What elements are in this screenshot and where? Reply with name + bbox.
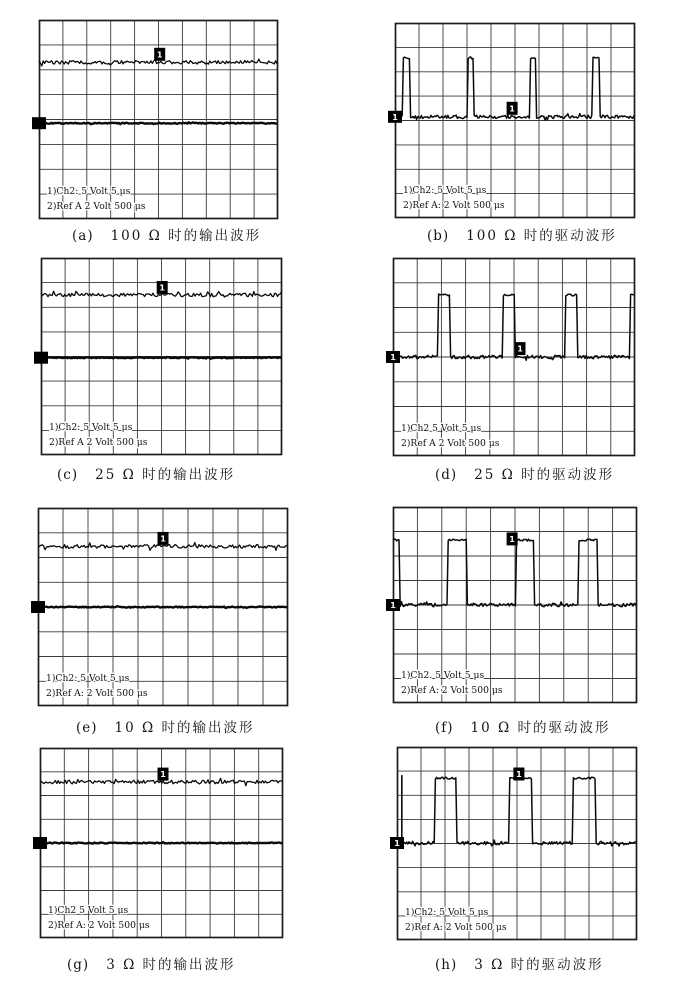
scope-settings-line2: 2)Ref A: 2 Volt 500 μs xyxy=(403,200,505,211)
ground-reference-marker xyxy=(386,599,400,611)
ground-reference-marker xyxy=(386,351,400,363)
channel1-marker xyxy=(154,48,165,61)
channel1-marker xyxy=(157,281,168,294)
scope-settings-line2: 2)Ref A: 2 Volt 500 μs xyxy=(401,685,503,696)
channel1-marker xyxy=(507,102,518,115)
panel-caption-d xyxy=(435,463,614,483)
scope-settings-line1: 1)Ch2 5 Volt 5 μs xyxy=(401,423,482,434)
svg-text:1: 1 xyxy=(390,353,396,362)
ground-reference-marker xyxy=(31,601,45,613)
caption-label: (c) xyxy=(57,467,79,483)
scope-settings-line2: 2)Ref A 2 Volt 500 μs xyxy=(401,438,500,449)
caption-label: (d) xyxy=(435,467,458,483)
svg-text:1: 1 xyxy=(159,283,165,293)
caption-text: 3 Ω 时的驱动波形 xyxy=(474,957,604,973)
svg-text:1: 1 xyxy=(160,534,166,544)
caption-text: 10 Ω 时的输出波形 xyxy=(114,720,255,736)
svg-text:1: 1 xyxy=(517,344,523,354)
channel1-marker xyxy=(158,768,169,781)
panel-caption-e xyxy=(76,716,255,736)
oscilloscope-screen-d xyxy=(390,258,635,456)
oscilloscope-screen-e xyxy=(38,508,288,706)
scope-settings-line1: 1)Ch2 5 Volt 5 μs xyxy=(48,905,129,916)
svg-text:1: 1 xyxy=(156,50,163,60)
svg-text:1: 1 xyxy=(394,839,400,848)
panel-caption-b xyxy=(427,224,617,244)
svg-text:1: 1 xyxy=(509,104,515,114)
svg-text:1: 1 xyxy=(516,770,522,779)
scope-settings-line1: 1)Ch2: 5 Volt 5 μs xyxy=(49,422,133,433)
caption-text: 10 Ω 时的驱动波形 xyxy=(470,720,611,736)
svg-text:1: 1 xyxy=(160,770,166,780)
oscilloscope-screen-c xyxy=(41,258,282,455)
svg-text:1: 1 xyxy=(390,601,396,610)
panel-caption-f xyxy=(435,716,611,736)
caption-label: (h) xyxy=(435,957,458,973)
oscilloscope-screen-a xyxy=(39,20,278,219)
ground-reference-marker xyxy=(390,837,404,849)
panel-caption-a xyxy=(72,224,261,244)
oscilloscope-screen-b xyxy=(392,23,635,218)
channel1-marker xyxy=(507,532,518,545)
svg-text:1: 1 xyxy=(509,534,515,544)
caption-text: 25 Ω 时的输出波形 xyxy=(95,467,236,483)
reference-trace xyxy=(39,122,277,124)
svg-text:1: 1 xyxy=(392,112,398,122)
panel-caption-g xyxy=(67,953,236,973)
ground-reference-marker xyxy=(388,111,402,123)
panel-caption-h xyxy=(435,953,604,973)
channel1-marker xyxy=(515,342,526,355)
scope-settings-line2: 2)Ref A: 2 Volt 500 μs xyxy=(48,920,150,931)
scope-settings-line2: 2)Ref A: 2 Volt 500 μs xyxy=(405,922,507,933)
reference-trace xyxy=(38,606,287,608)
channel1-marker xyxy=(513,768,524,781)
scope-settings-line2: 2)Ref A: 2 Volt 500 μs xyxy=(46,688,148,699)
reference-trace xyxy=(40,842,282,843)
caption-label: (f) xyxy=(435,720,454,736)
scope-settings-line2: 2)Ref A 2 Volt 500 μs xyxy=(49,437,148,448)
scope-settings-line1: 1)Ch2: 5 Volt 5 μs xyxy=(46,673,130,684)
scope-settings-line1: 1)Ch2: 5 Volt 5 μs xyxy=(405,907,489,918)
caption-label: (e) xyxy=(76,720,98,736)
ground-reference-marker xyxy=(33,837,47,849)
scope-settings-line1: 1)Ch2: 5 Volt 5 μs xyxy=(47,186,131,197)
caption-text: 100 Ω 时的输出波形 xyxy=(110,228,262,244)
scope-settings-line2: 2)Ref A 2 Volt 500 μs xyxy=(47,201,146,212)
panel-caption-c xyxy=(57,463,235,483)
caption-text: 3 Ω 时的输出波形 xyxy=(106,957,236,973)
oscilloscope-screen-h xyxy=(394,747,637,940)
caption-label: (g) xyxy=(67,957,90,973)
oscilloscope-screen-f xyxy=(390,507,637,703)
oscilloscope-screen-g xyxy=(40,748,283,938)
channel1-marker xyxy=(158,532,169,545)
reference-trace xyxy=(41,357,282,359)
scope-settings-line1: 1)Ch2: 5 Volt 5 μs xyxy=(403,185,487,196)
ground-reference-marker xyxy=(34,352,48,364)
caption-label: (a) xyxy=(72,228,94,244)
caption-label: (b) xyxy=(427,228,450,244)
caption-text: 100 Ω 时的驱动波形 xyxy=(466,228,617,244)
caption-text: 25 Ω 时的驱动波形 xyxy=(474,467,615,483)
ground-reference-marker xyxy=(32,117,46,129)
scope-settings-line1: 1)Ch2. 5 Volt 5 μs xyxy=(401,670,485,681)
